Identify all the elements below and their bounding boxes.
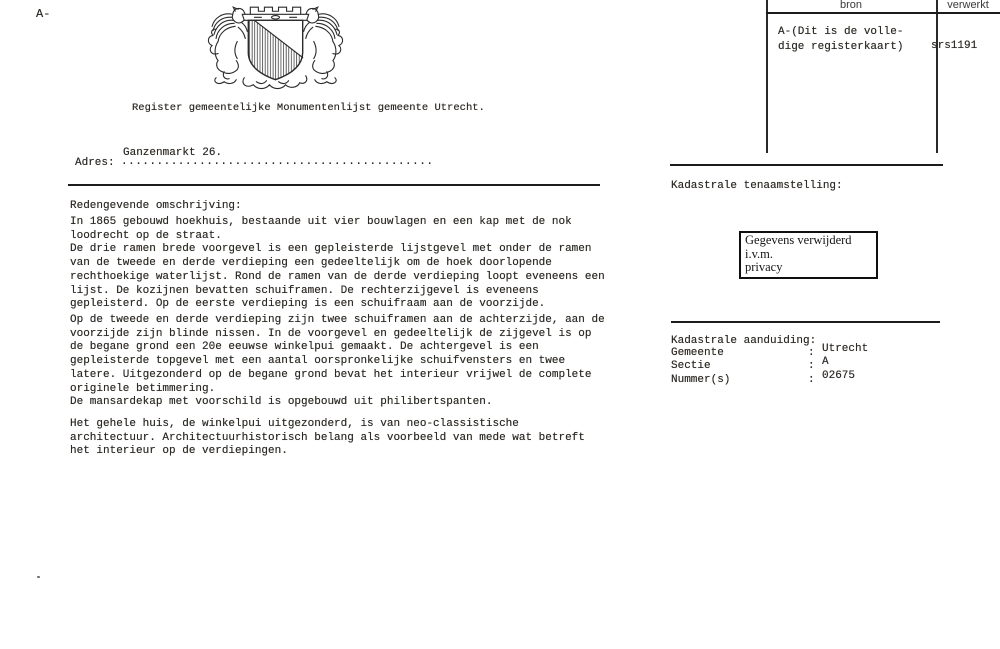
- text-line: voorzijde zijn blinde nissen. In de voorgevel en gedeeltelijk de zijgevel is op: [70, 327, 592, 340]
- text-line: loodrecht op de straat.: [70, 229, 222, 242]
- description-paragraph-2: [70, 314, 605, 410]
- text-line: latere. Uitgezonderd op de begane grond bevat het interieur vrijwel de complete: [70, 368, 592, 381]
- text-line: Op de tweede en derde verdieping zijn twee schuiframen aan de achterzijde, aan de: [70, 314, 605, 326]
- utrecht-coat-of-arms-icon: [204, 3, 347, 92]
- description-heading: Redengevende omschrijving:: [70, 200, 242, 212]
- text-line: A-(Dit is de volle-: [778, 26, 904, 38]
- text-line: het interieur op de verdiepingen.: [70, 445, 288, 458]
- field-label-gemeente: Gemeente: [671, 347, 724, 359]
- separator-line-left: [68, 184, 600, 186]
- kadastrale-aanduiding-heading: Kadastrale aanduiding:: [671, 335, 817, 347]
- scan-artifact-dot: [37, 576, 40, 578]
- text-line: In 1865 gebouwd hoekhuis, bestaande uit vier bouwlagen en een kap met de nok: [70, 216, 572, 228]
- table-header-underline: [766, 12, 1000, 14]
- table-column-divider: [936, 0, 938, 153]
- lion-supporter-right: [304, 7, 343, 83]
- corner-mark: A-: [36, 7, 51, 21]
- text-line: privacy: [745, 260, 783, 274]
- text-line: architectuur. Architectuurhistorisch belang als voorbeeld van mede wat betreft: [70, 431, 585, 444]
- table-header-verwerkt: verwerkt: [947, 0, 989, 11]
- description-paragraph-1: [70, 216, 605, 312]
- field-colon: :: [808, 360, 815, 372]
- text-line: gepleisterde topgevel met een aantal oorspronkelijke schuifvensters en twee: [70, 355, 566, 368]
- field-value-nummers: 02675: [822, 370, 856, 382]
- text-line: dige registerkaart): [778, 41, 904, 53]
- field-label-sectie: Sectie: [671, 360, 711, 372]
- kadastrale-tenaamstelling-heading: Kadastrale tenaamstelling:: [671, 180, 843, 192]
- text-line: gepleisterd. Op de eerste verdieping is een schuifraam aan de voorzijde.: [70, 298, 546, 311]
- description-paragraph-3: [70, 418, 585, 459]
- address-dotted-line: ............................................: [121, 156, 434, 168]
- field-value-sectie: A: [822, 356, 829, 368]
- address-label: Adres:: [75, 157, 115, 169]
- text-line: Het gehele huis, de winkelpui uitgezonderd, is van neo-classistische: [70, 418, 519, 430]
- lion-supporter-left: [208, 7, 247, 83]
- text-line: De mansardekap met voorschild is opgebouwd uit philibertspanten.: [70, 396, 493, 409]
- field-colon: :: [808, 374, 815, 386]
- table-border-left: [766, 0, 768, 153]
- text-line: lijst. De kozijnen bevatten schuiframen. De rechterzijgevel is eveneens: [70, 284, 539, 297]
- separator-line-right-2: [671, 321, 940, 323]
- privacy-redaction-box: [739, 231, 878, 279]
- text-line: Gegevens verwijderd i.v.m.: [745, 233, 852, 261]
- separator-line-right-1: [670, 164, 943, 166]
- table-cell-verwerkt: srs1191: [931, 40, 978, 52]
- crown: [242, 7, 308, 20]
- text-line: de begane grond een 20e eeuwse winkelpui gemaakt. De achtergevel is een: [70, 341, 539, 354]
- text-line: originele betimmering.: [70, 382, 216, 395]
- text-line: van de tweede en derde verdieping een gedeeltelijk om de hoek doorlopende: [70, 257, 552, 270]
- field-value-gemeente: Utrecht: [822, 343, 869, 355]
- address-value: Ganzenmarkt 26.: [123, 147, 223, 159]
- text-line: De drie ramen brede voorgevel is een gepleisterde lijstgevel met onder de ramen: [70, 243, 592, 256]
- text-line: rechthoekige waterlijst. Rond de ramen van de derde verdieping loopt eveneens een: [70, 270, 605, 283]
- table-header-bron: bron: [839, 0, 863, 11]
- field-colon: :: [808, 347, 815, 359]
- field-label-nummers: Nummer(s): [671, 374, 731, 386]
- document-title: Register gemeentelijke Monumentenlijst gemeente Utrecht.: [132, 102, 485, 114]
- shield: [248, 20, 302, 79]
- table-cell-bron: [778, 25, 903, 55]
